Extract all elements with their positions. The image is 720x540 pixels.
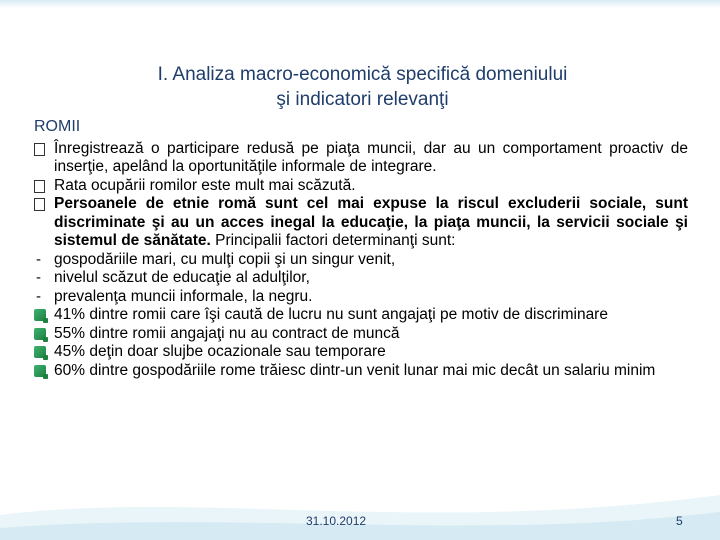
stat-item (34, 343, 688, 362)
bullet-bold-text: Persoanele de etnie romă sunt cel mai expuse la riscul excluderii sociale, sunt discriminate şi au un acces inegal la educaţie, la piaţa muncii, la servicii sociale şi sistemul de sănătate. (54, 195, 688, 249)
title-line-2: şi indicatori relevanţi (276, 89, 449, 110)
dash-item (34, 269, 688, 288)
stat-item (34, 306, 688, 325)
list-item (34, 140, 688, 177)
bullet-text: Înregistrează o participare redusă pe piaţa muncii, dar au un comportament proactiv de inserţie, apelând la oportunităţile informale de integrare. (54, 139, 688, 175)
page-number: 5 (676, 514, 683, 528)
checkbox-square-icon (34, 195, 52, 217)
top-decoration (0, 0, 720, 8)
list-item (34, 195, 688, 251)
dash-item (34, 251, 688, 270)
dash-item (34, 288, 688, 307)
dash-icon: - (36, 287, 41, 305)
footer-date: 31.10.2012 (306, 514, 367, 528)
bullet-text: Principalii factori determinanţi sunt: (210, 232, 456, 249)
list-item (34, 177, 688, 196)
stat-item (34, 325, 688, 344)
green-square-bullet-icon (34, 362, 52, 383)
dash-text: prevalenţa muncii informale, la negru. (54, 287, 313, 305)
stat-text: 45% deţin doar slujbe ocazionale sau temporare (54, 343, 386, 360)
stat-text: 41% dintre romii care îşi caută de lucru nu sunt angajaţi pe motiv de discriminare (54, 306, 608, 323)
bottom-wave-decoration (0, 460, 720, 540)
dash-text: gospodăriile mari, cu mulţi copii şi un singur venit, (54, 250, 396, 268)
stat-text: 55% dintre romii angajaţi nu au contract de muncă (54, 324, 400, 342)
section-heading: ROMII (34, 118, 81, 135)
bullet-text: Rata ocupării romilor este mult mai scăzută. (54, 176, 356, 194)
slide-content (34, 118, 688, 380)
green-square-bullet-icon (34, 306, 52, 327)
green-square-bullet-icon (34, 325, 52, 346)
stat-text: 60% dintre gospodăriile rome trăiesc dintr-un venit lunar mai mic decât un salariu minim (54, 361, 656, 379)
title-line-1: I. Analiza macro-economică specifică domeniului (157, 64, 568, 85)
dash-text: nivelul scăzut de educaţie al adulţilor, (54, 269, 310, 286)
stat-item (34, 362, 688, 381)
green-square-bullet-icon (34, 343, 52, 364)
dash-icon: - (36, 250, 41, 268)
checkbox-square-icon (34, 140, 52, 162)
slide-title (40, 62, 685, 112)
dash-icon: - (36, 269, 41, 286)
